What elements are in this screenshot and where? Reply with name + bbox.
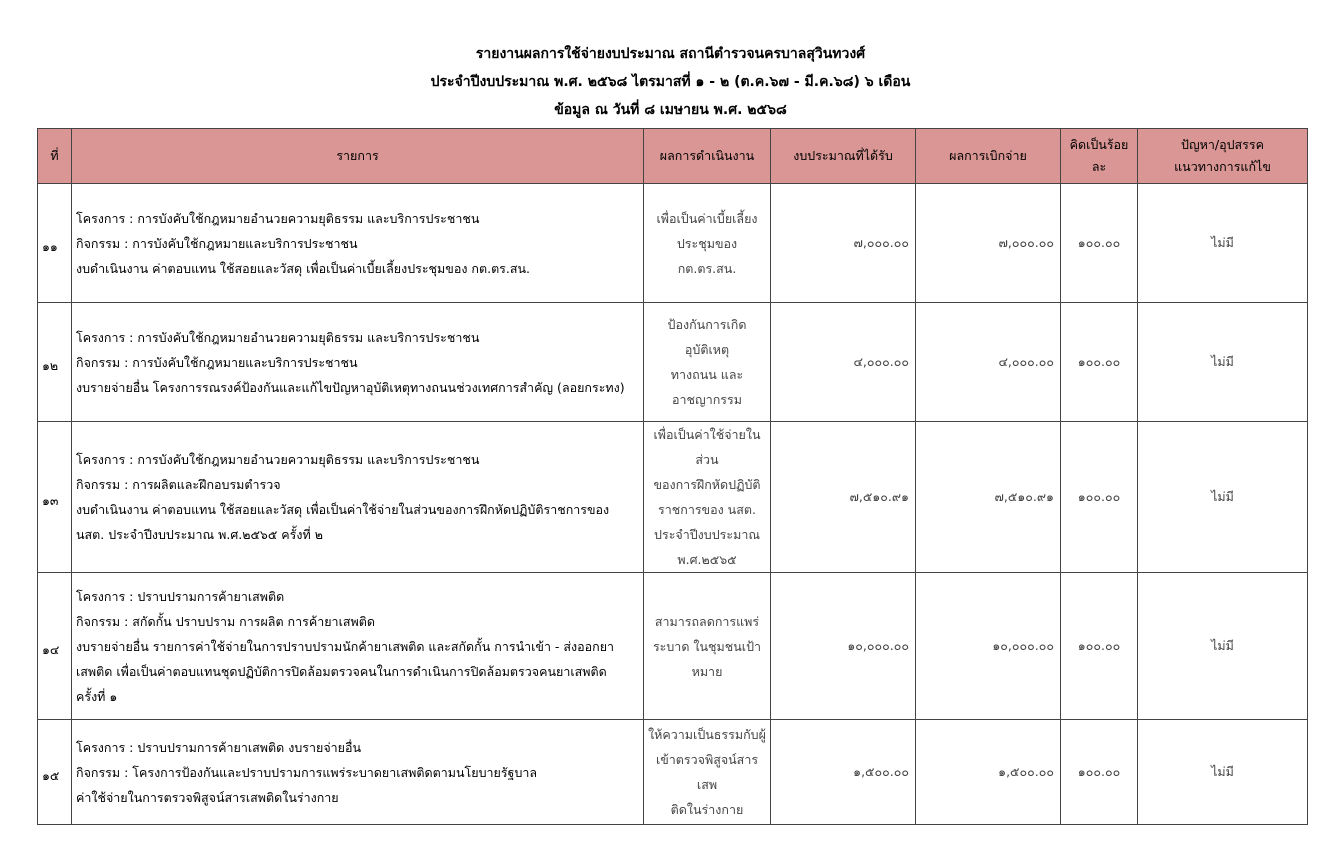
row-item [72,422,644,573]
row-number: ๑๑ [38,184,72,303]
result-line: เพื่อเป็นค่าใช้จ่ายในส่วน [653,427,761,467]
row-result [644,422,771,573]
row-disbursed: ๗,๕๑๐.๙๑ [916,422,1061,573]
item-detail-line: ค่าใช้จ่ายในการตรวจพิสูจน์สารเสพติดในร่างกาย [76,789,339,805]
row-problem: ไม่มี [1138,184,1308,303]
item-activity-line: กิจกรรม : การบังคับใช้กฎหมายและบริการประชาชน [76,354,358,370]
row-budget: ๑๐,๐๐๐.๐๐ [771,573,916,720]
table-row [38,422,1308,573]
report-titles [0,40,1341,124]
row-result [644,573,771,720]
table-header-row [38,129,1308,184]
row-item [72,573,644,720]
column-header-problem-line2: แนวทางการแก้ไข [1174,159,1271,174]
row-disbursed: ๔,๐๐๐.๐๐ [916,303,1061,422]
result-line: ให้ความเป็นธรรมกับผู้ [648,727,766,742]
budget-report-table [37,128,1308,825]
row-disbursed: ๗,๐๐๐.๐๐ [916,184,1061,303]
row-problem: ไม่มี [1138,573,1308,720]
row-problem: ไม่มี [1138,720,1308,825]
table-row [38,573,1308,720]
row-problem: ไม่มี [1138,422,1308,573]
row-disbursed: ๑๐,๐๐๐.๐๐ [916,573,1061,720]
result-line: ทางถนน และ [670,367,744,382]
item-detail-line: เสพติด เพื่อเป็นค่าตอบแทนชุดปฏิบัติการปิดล้อมตรวจคนในการดำเนินการปิดล้อมตรวจคนยาเสพติด [76,663,607,679]
table-row [38,184,1308,303]
result-line: ประชุมของ กต.ตร.สน. [676,235,738,276]
row-percent: ๑๐๐.๐๐ [1061,184,1138,303]
item-detail-line: งบรายจ่ายอื่น โครงการรณรงค์ป้องกันและแก้ไขปัญหาอุบัติเหตุทางถนนช่วงเทศการสำคัญ (ลอยกระทง) [76,379,625,395]
row-result [644,303,771,422]
row-budget: ๗,๐๐๐.๐๐ [771,184,916,303]
column-header-disbursed: ผลการเบิกจ่าย [916,129,1061,184]
row-result [644,184,771,303]
item-detail-line: นสต. ประจำปีงบประมาณ พ.ศ.๒๕๖๕ ครั้งที่ ๒ [76,527,323,542]
row-item [72,720,644,825]
result-line: ราชการของ นสต. [658,502,756,517]
report-date: ข้อมูล ณ วันที่ ๘ เมษายน พ.ศ. ๒๕๖๘ [554,102,787,118]
column-header-budget: งบประมาณที่ได้รับ [771,129,916,184]
report-subtitle: ประจำปีงบประมาณ พ.ศ. ๒๕๖๘ ไตรมาสที่ ๑ - ๒ (ต.ค.๖๗ - มี.ค.๖๘) ๖ เดือน [430,74,911,90]
result-line: ระบาด ในชุมชนเป้าหมาย [652,638,762,679]
item-activity-line: กิจกรรม : สกัดกั้น ปราบปราม การผลิต การค้ายาเสพติด [76,613,375,629]
item-project-line: โครงการ : การบังคับใช้กฎหมายอำนวยความยุติธรรม และบริการประชาชน [76,452,480,467]
row-percent: ๑๐๐.๐๐ [1061,303,1138,422]
row-percent: ๑๐๐.๐๐ [1061,573,1138,720]
row-budget: ๗,๕๑๐.๙๑ [771,422,916,573]
row-item [72,303,644,422]
item-detail-line: งบดำเนินงาน ค่าตอบแทน ใช้สอยและวัสดุ เพื่อเป็นค่าใช้จ่ายในส่วนของการฝึกหัดปฏิบัติราชการของ [76,502,610,517]
row-number: ๑๓ [38,422,72,573]
item-project-line: โครงการ : การบังคับใช้กฎหมายอำนวยความยุติธรรม และบริการประชาชน [76,329,480,345]
result-line: เข้าตรวจพิสูจน์สารเสพ [655,752,759,792]
result-line: ป้องกันการเกิดอุบัติเหตุ [667,317,747,357]
result-line: ติดในร่างกาย [670,802,744,817]
column-header-percent-line2: ละ [1091,159,1107,174]
row-budget: ๔,๐๐๐.๐๐ [771,303,916,422]
item-detail-line: ครั้งที่ ๑ [76,688,118,704]
row-number: ๑๒ [38,303,72,422]
row-problem: ไม่มี [1138,303,1308,422]
result-line: สามารถลดการแพร่ [654,613,760,629]
row-result [644,720,771,825]
item-project-line: โครงการ : ปราบปรามการค้ายาเสพติด งบรายจ่ายอื่น [76,739,362,755]
column-header-item: รายการ [72,129,644,184]
result-line: ประจำปีงบประมาณ [654,527,760,542]
item-activity-line: กิจกรรม : โครงการป้องกันและปราบปรามการแพร่ระบาดยาเสพติดตามนโยบายรัฐบาล [76,764,538,780]
column-header-no: ที่ [38,129,72,184]
row-item [72,184,644,303]
column-header-percent [1061,129,1138,184]
item-detail-line: งบรายจ่ายอื่น รายการค่าใช้จ่ายในการปราบปรามนักค้ายาเสพติด และสกัดกั้น การนำเข้า - ส่งออกยา [76,638,615,654]
result-line: เพื่อเป็นค่าเบี้ยเลี้ยง [656,210,758,226]
item-activity-line: กิจกรรม : การบังคับใช้กฎหมายและบริการประชาชน [76,235,358,251]
row-number: ๑๕ [38,720,72,825]
column-header-result: ผลการดำเนินงาน [644,129,771,184]
table-row [38,303,1308,422]
report-title: รายงานผลการใช้จ่ายงบประมาณ สถานีตำรวจนครบาลสุวินทวงศ์ [475,46,866,62]
result-line: อาชญากรรม [672,392,742,407]
item-activity-line: กิจกรรม : การผลิตและฝึกอบรมตำรวจ [76,477,281,492]
row-disbursed: ๑,๕๐๐.๐๐ [916,720,1061,825]
item-detail-line: งบดำเนินงาน ค่าตอบแทน ใช้สอยและวัสดุ เพื่อเป็นค่าเบี้ยเลี้ยงประชุมของ กต.ตร.สน. [76,260,531,276]
item-project-line: โครงการ : ปราบปรามการค้ายาเสพติด [76,588,285,604]
column-header-problem [1138,129,1308,184]
table-row [38,720,1308,825]
item-project-line: โครงการ : การบังคับใช้กฎหมายอำนวยความยุติธรรม และบริการประชาชน [76,210,480,226]
row-percent: ๑๐๐.๐๐ [1061,422,1138,573]
row-percent: ๑๐๐.๐๐ [1061,720,1138,825]
result-line: ของการฝึกหัดปฏิบัติ [653,477,761,492]
column-header-problem-line1: ปัญหา/อุปสรรค [1181,137,1264,152]
row-budget: ๑,๕๐๐.๐๐ [771,720,916,825]
column-header-percent-line1: คิดเป็นร้อย [1069,137,1129,152]
result-line: พ.ศ.๒๕๖๕ [677,552,737,567]
row-number: ๑๔ [38,573,72,720]
